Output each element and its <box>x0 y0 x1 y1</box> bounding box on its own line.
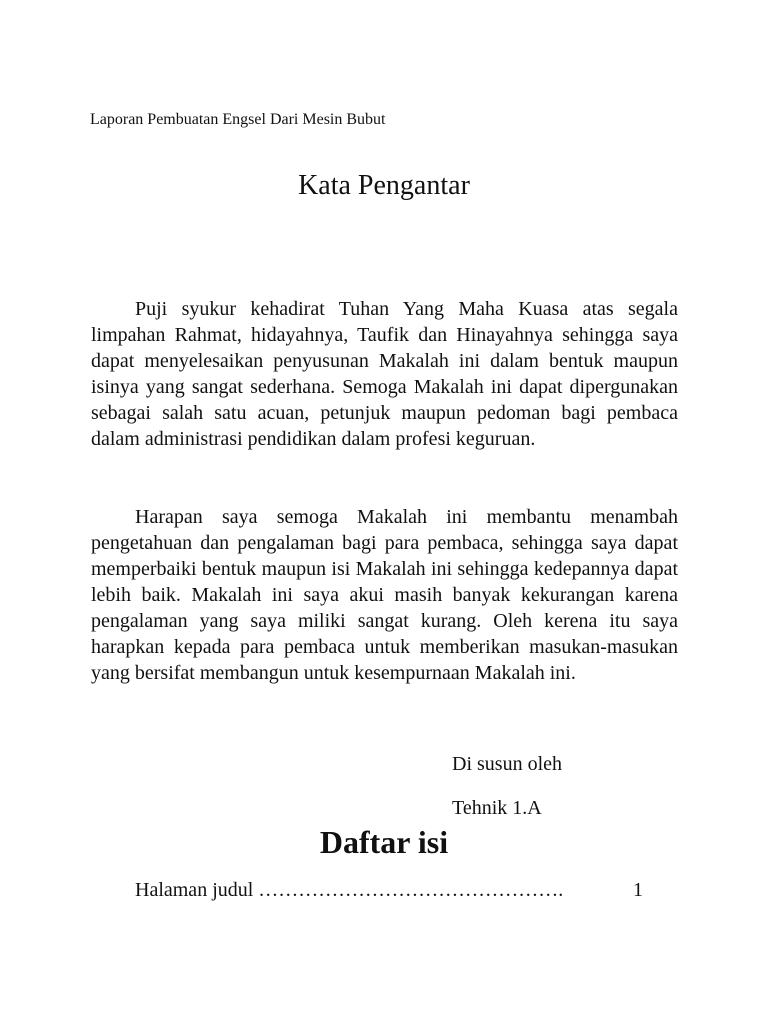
paragraph-2-text: Harapan saya semoga Makalah ini membantu menambah pengetahuan dan pengalaman bagi para pembaca, sehingga saya dapat memperbaiki bentuk maupun isi Makalah ini sehingga kedepannya dapat lebih baik. Makalah ini saya akui masih banyak kekurangan karena pengalaman yang saya miliki sangat kurang. Oleh kerena itu saya harapkan kepada para pembaca untuk memberikan masukan-masukan yang bersifat membangun untuk kesempurnaan Makalah ini. <box>91 506 678 684</box>
paragraph-1 <box>91 296 678 452</box>
paragraph-2 <box>91 504 678 686</box>
signature-line-1: Di susun oleh <box>452 753 562 775</box>
toc-entry-page: 1 <box>633 879 643 901</box>
page-title: Kata Pengantar <box>298 170 470 201</box>
running-header: Laporan Pembuatan Engsel Dari Mesin Bubut <box>90 111 386 128</box>
toc-entry-label: Halaman judul ………………………………………. <box>135 879 564 901</box>
signature-line-2: Tehnik 1.A <box>452 797 542 819</box>
paragraph-1-text: Puji syukur kehadirat Tuhan Yang Maha Kuasa atas segala limpahan Rahmat, hidayahnya, Taufik dan Hinayahnya sehingga saya dapat menyelesaikan penyusunan Makalah ini dalam bentuk maupun isinya yang sangat sederhana. Semoga Makalah ini dapat dipergunakan sebagai salah satu acuan, petunjuk maupun pedoman bagi pembaca dalam administrasi pendidikan dalam profesi keguruan. <box>91 298 678 450</box>
toc-title: Daftar isi <box>319 824 449 860</box>
